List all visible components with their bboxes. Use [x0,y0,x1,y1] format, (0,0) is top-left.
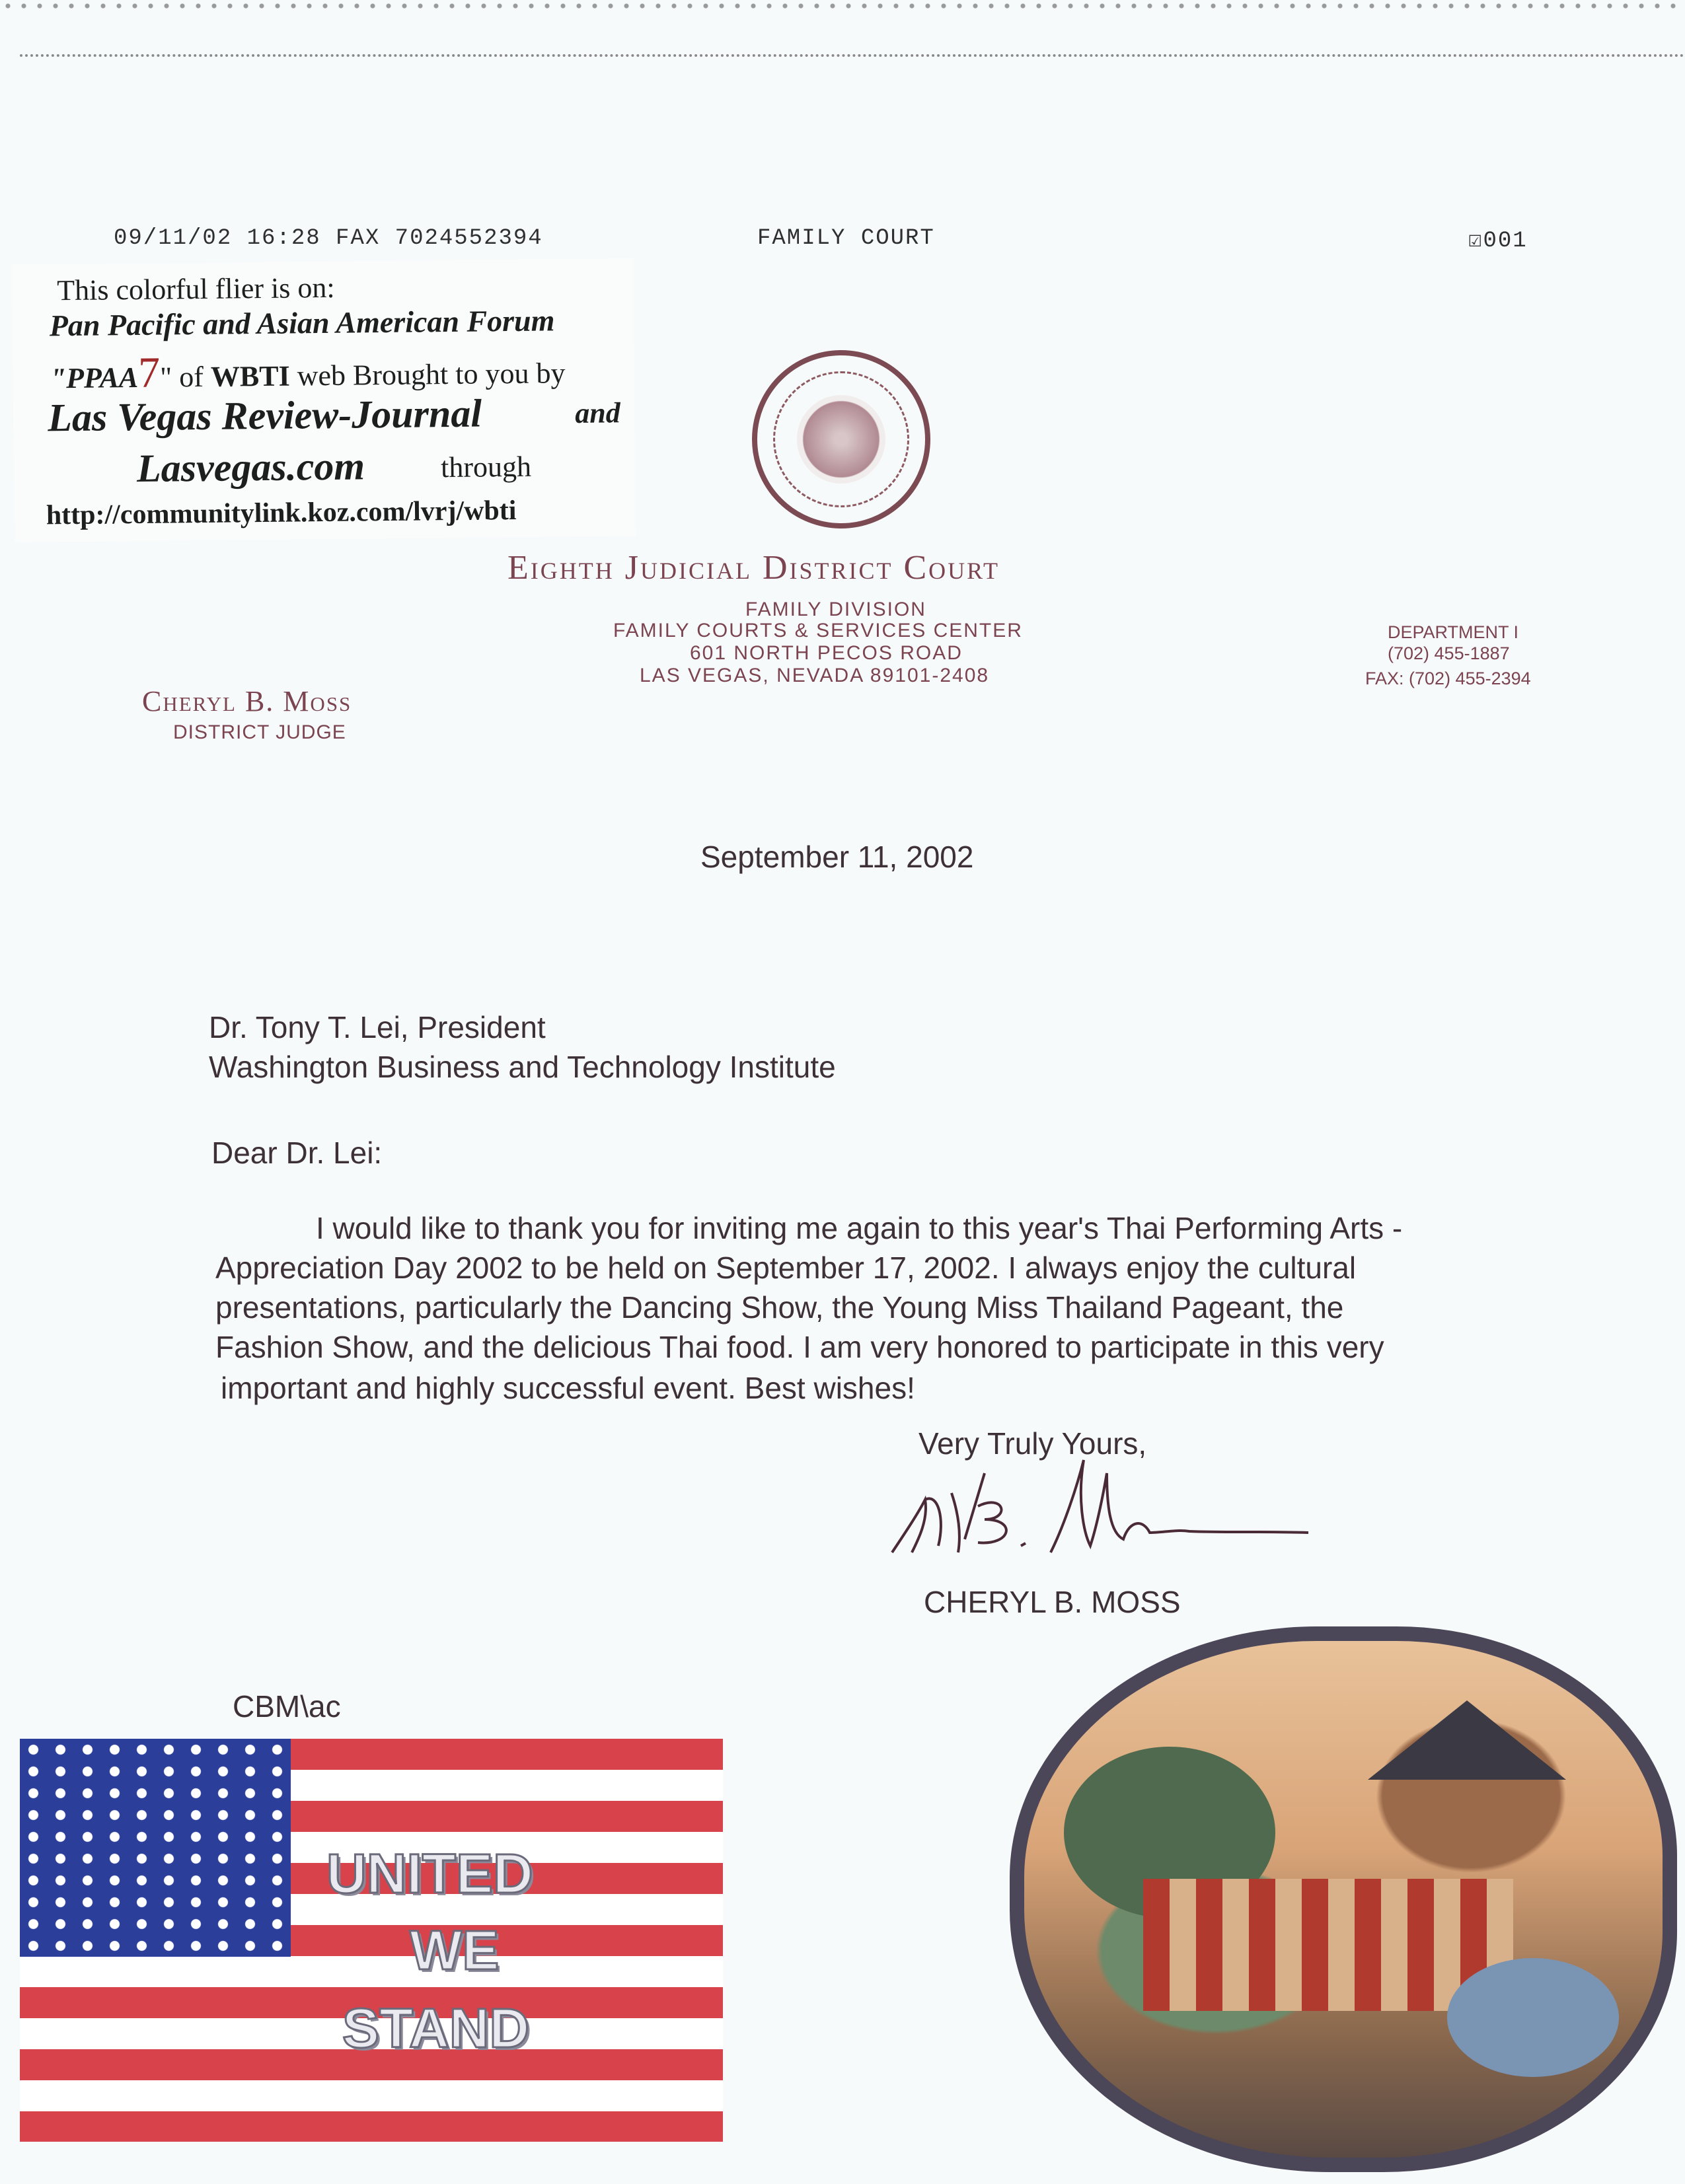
flier-ppaa-number: 7 [137,348,161,397]
court-title: Eighth Judicial District Court [507,549,1000,587]
flier-url: http://communitylink.koz.com/lvrj/wbti [46,495,517,531]
flag-text-we: WE [410,1919,500,1981]
flier-note [12,258,636,542]
flier-and: and [574,396,620,430]
typist-initials: CBM\ac [233,1689,341,1724]
chinese-landscape-painting [1010,1626,1677,2172]
painting-rocks [1447,1958,1619,2077]
flag-canton [20,1739,291,1957]
handwritten-signature [879,1420,1355,1579]
flier-of: " of [159,360,211,394]
body-line-2: Appreciation Day 2002 to be held on September 17, 2002. I always enjoy the cultural [215,1251,1357,1285]
flier-line-2: Pan Pacific and Asian American Forum [49,303,555,343]
seal-center [797,395,885,484]
court-street: 601 NORTH PECOS ROAD [690,642,963,664]
judge-title: DISTRICT JUDGE [173,721,346,743]
flag-text-stand: STAND [342,1997,530,2059]
court-center: FAMILY COURTS & SERVICES CENTER [613,620,1023,641]
letter-date: September 11, 2002 [700,840,974,874]
fax-page-number: ☑001 [1468,229,1528,254]
american-flag-banner [20,1739,723,2142]
recipient-name: Dr. Tony T. Lei, President [209,1010,546,1044]
fax-timestamp: 09/11/02 16:28 FAX 7024552394 [114,226,543,251]
fax-department: FAMILY COURT [757,226,935,251]
flier-ppaa: "PPAA [50,361,139,395]
body-line-1: I would like to thank you for inviting me again to this year's Thai Performing Arts - [316,1211,1403,1245]
flier-line-3 [50,344,566,399]
court-division: FAMILY DIVISION [745,599,926,620]
closing: Very Truly Yours, [918,1426,1147,1461]
department-phone: (702) 455-1887 [1388,643,1510,663]
flier-brought: web Brought to you by [289,357,566,392]
signature-name: CHERYL B. MOSS [924,1585,1181,1619]
dotted-rule [20,54,1685,57]
judge-name: Cheryl B. Moss [142,685,352,717]
salutation: Dear Dr. Lei: [211,1136,383,1170]
flag-text-united: UNITED [326,1842,533,1905]
department-fax: FAX: (702) 455-2394 [1365,669,1531,688]
perforation-edge [0,0,1685,12]
flier-rj: Las Vegas Review-Journal [47,391,482,440]
body-line-3: presentations, particularly the Dancing Show, the Young Miss Thailand Pageant, the [215,1290,1344,1325]
flier-wbti: WBTI [210,359,290,393]
court-city: LAS VEGAS, NEVADA 89101-2408 [640,665,990,686]
department: DEPARTMENT I [1388,622,1519,642]
painting-pavilion [1368,1700,1566,1780]
flier-lasvegas: Lasvegas.com [136,444,365,490]
nevada-seal [752,350,930,528]
recipient-org: Washington Business and Technology Institute [209,1050,836,1084]
flier-line-1: This colorful flier is on: [56,271,335,307]
flier-through: through [440,450,532,484]
body-line-4: Fashion Show, and the delicious Thai food. I am very honored to participate in this very [215,1330,1384,1364]
body-line-5: important and highly successful event. Best wishes! [221,1371,915,1405]
